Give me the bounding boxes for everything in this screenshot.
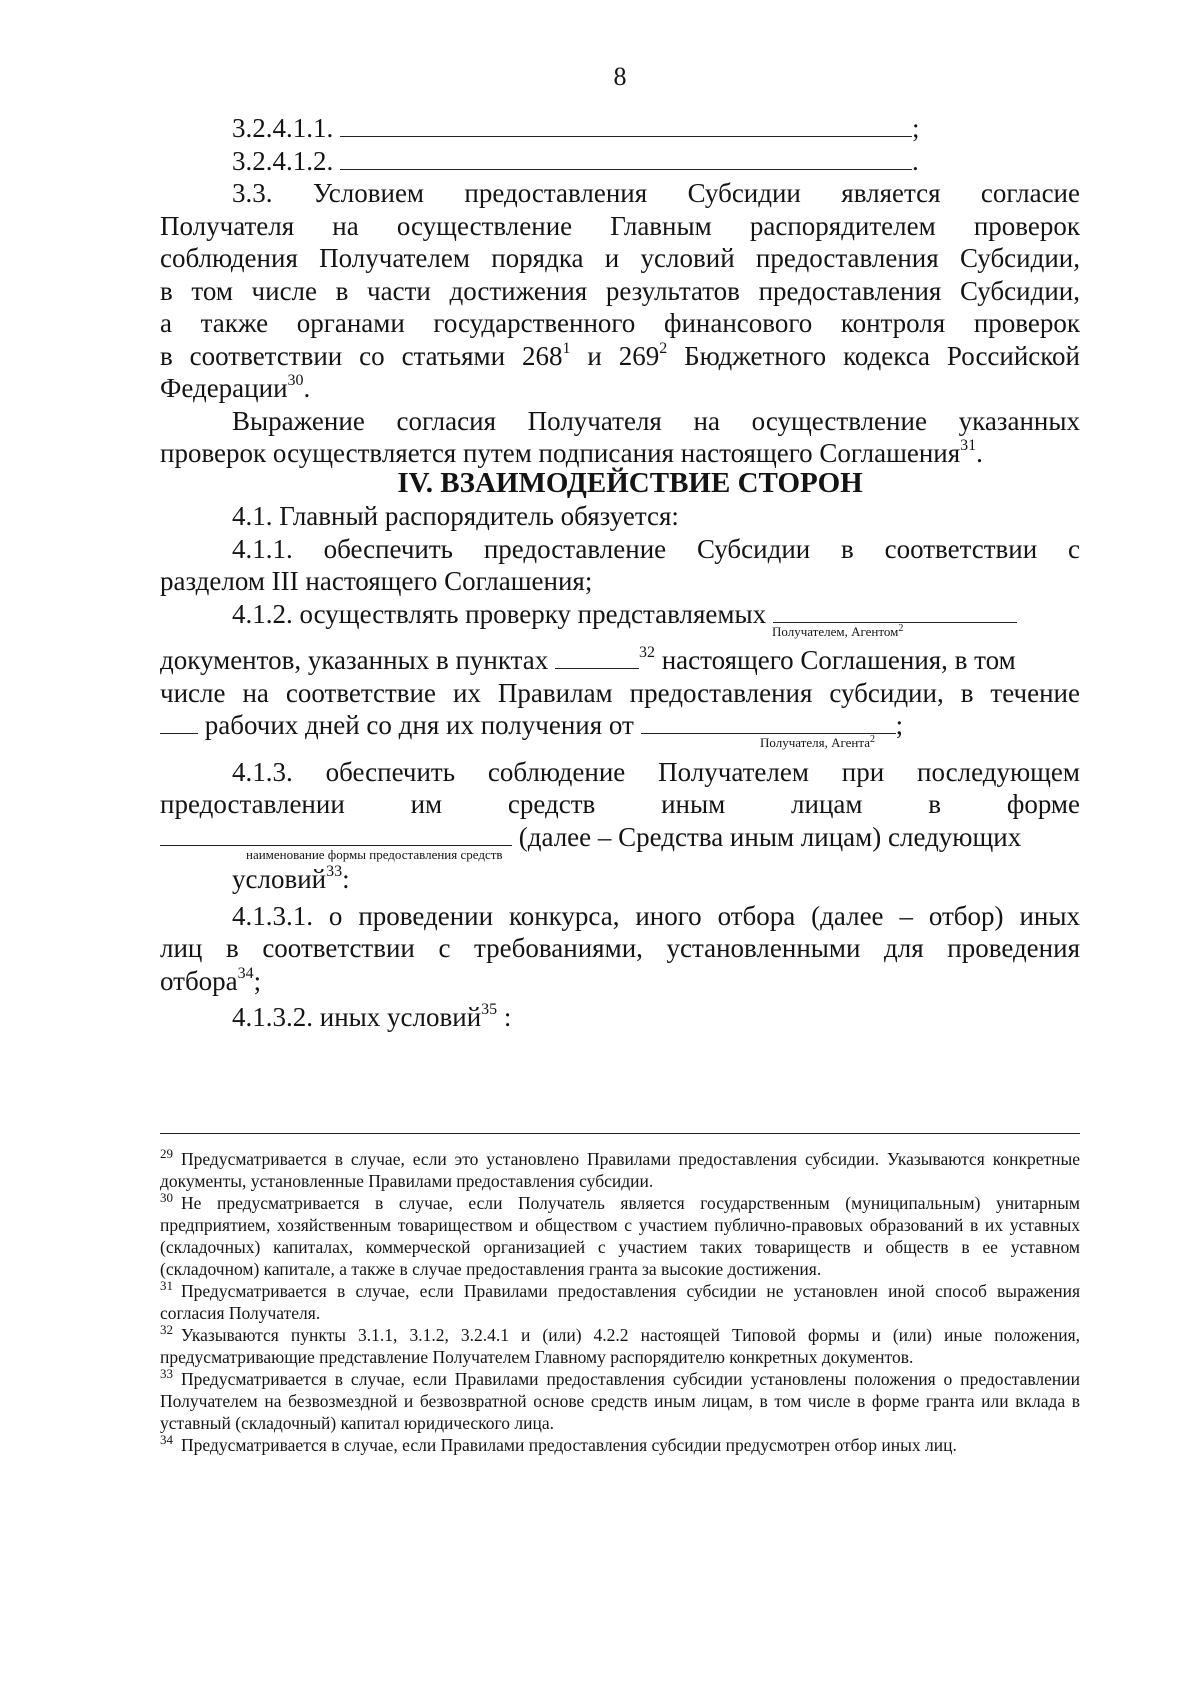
footnote-ref: 34 [237, 964, 254, 982]
footnote-ref: 35 [481, 1001, 498, 1018]
blank-line [340, 112, 912, 137]
blank-line [340, 145, 912, 170]
section-heading: IV. ВЗАИМОДЕЙСТВИЕ СТОРОН [397, 467, 863, 499]
paragraph-3-3: 3.3. Условием предоставления Субсидии является согласие Получателя на осуществление Главным распорядителем проверок соблюдения Получателем порядка и условий предоставления Субсидии, в том числе в части достижения результатов предоставления Субсидии, а также органами государственного финансового контроля проверок в соответствии со статьями $268^1$ и $269^2$ Бюджетного кодекса Российской Федерации$^{30}$. [160, 178, 1080, 403]
blank-line [773, 598, 1017, 623]
footnote-30: $^{30}$ Не предусматривается в случае, если Получатель является государственным (муниципальным) унитарным предприятием, хозяйственным товариществом и обществом с участием публично-правовых образований в их уставных (складочных) капиталах, коммерческой организацией с участием таких товариществ и обществ в ее уставном (складочном) капитале, а также в случае предоставления гранта за высокие достижения. [160, 1190, 1080, 1279]
footnote-ref: 33 [326, 863, 343, 880]
blank-line [641, 709, 896, 734]
field-caption: Получателя, Агента$^2$ [760, 734, 875, 750]
footnote-ref: 32 [638, 644, 655, 661]
field-caption: Получателем, Агентом$^2$ [772, 622, 904, 639]
paragraph-consent: Выражение согласия Получателя на осуществление указанных проверок осуществляется путем подписания настоящего Соглашения$^{31}$. [160, 405, 1080, 468]
blank-line [160, 709, 198, 734]
footnote-ref: 31 [960, 437, 977, 454]
footnote-separator [160, 1133, 1080, 1134]
blank-line [160, 821, 512, 846]
footnote-31: $^{31}$ Предусматривается в случае, если Правилами предоставления субсидии не установлен иной способ выражения согласия Получателя. [160, 1278, 1080, 1323]
footnote-33: $^{33}$ Предусматривается в случае, если Правилами предоставления субсидии установлены положения о предоставлении Получателем на безвозмездной и безвозвратной основе средств иным лицам, в том числе в форме гранта или вклада в уставный (складочный) капитал юридического лица. [160, 1366, 1080, 1433]
main-text [160, 112, 1080, 470]
footnote-32: $^{32}$ Указываются пункты 3.1.1, 3.1.2, 3.2.4.1 и (или) 4.2.2 настоящей Типовой формы и (или) иные положения, предусматривающие представление Получателем Главному распорядителю конкретных документов. [160, 1322, 1080, 1367]
paragraph-4-1-2: 4.1.2. осуществлять проверку представляемых Получателем, Агентом$^2$ [160, 598, 1080, 631]
page-number: 8 [613, 62, 627, 91]
footnote-ref: 30 [287, 372, 304, 389]
blank-line [555, 644, 639, 669]
item-3-2-4-1-2: 3.2.4.1.2. . [232, 145, 919, 176]
section-iv: IV. ВЗАИМОДЕЙСТВИЕ СТОРОН 4.1. Главный распорядитель обязуется: 4.1.1. обеспечить предоставление Субсидии в соответствии с разделом III настоящего Соглашения; 4.1.2. осуществлять проверку представляемых Получателем, Агентом$^2$ документов, указанных в пунктах $^{32}$ настоящего Соглашения, в том числе на соответствие их Правилам предоставления субсидии, в течение рабочих дней со дня их получения от ; Получателя, Агента$^2$ 4.1.3. обеспечить соблюдение Получателем при последующем предоставлении им средств иным лицам в форме (далее – Средства иным лицам) следующих наименование формы предоставления средств условий$^{33}$: 4.1.3.1. о проведении конкурса, иного отбора (далее – отбор) иных лиц в соответствии с требованиями, установленными для проведения отбора$^{34}$; 4.1.3.2. иных условий$^{35}$ : [160, 467, 1080, 1032]
field-caption: наименование формы предоставления средств [246, 846, 503, 862]
footnote-34: $^{34}$ Предусматривается в случае, если Правилами предоставления субсидии предусмотрен отбор иных лиц. [160, 1432, 957, 1455]
item-3-2-4-1-1: 3.2.4.1.1. ; [232, 113, 920, 143]
footnote-29: $^{29}$ Предусматривается в случае, если это установлено Правилами предоставления субсидии. Указываются конкретные документы, установленные Правилами предоставления субсидии. [160, 1146, 1080, 1191]
footnotes [160, 1148, 1080, 1456]
